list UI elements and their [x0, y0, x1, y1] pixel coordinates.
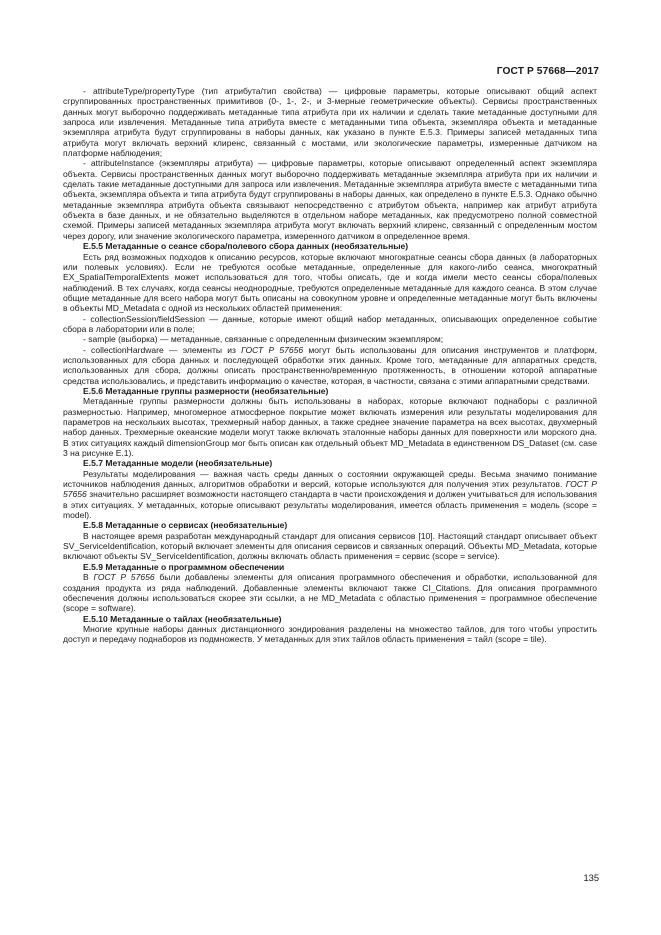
paragraph-attribute-type: - attributeType/propertyType (тип атрибута/тип свойства) — цифровые параметры, которые описывают общий аспект сгруппированных пространственных примитивов (0-, 1-, 2-, и 3-мерные геометрические объекты). Сервисы пространственных данных могут выборочно поддерживать метаданные типа атрибута при их наличии и сделать такие метаданные доступными для запроса или извлечения. Метаданные типа атрибута вместе с метаданными типа объекта, экземпляра объекта и метаданные экземпляра атрибута будут сгруппированы в наборы данных, как указано в пункте Е.5.3. Примеры записей метаданных типа атрибута могут включать верхний клиренс, связанный с мостами, или экологические параметры, измеренные датчиком на платформе наблюдения;	[63, 86, 597, 159]
text-run: В	[83, 572, 94, 583]
section-heading-e59: Е.5.9 Метаданные о программном обеспечении	[83, 561, 285, 572]
section-heading-e510: Е.5.10 Метаданные о тайлах (необязательные)	[83, 613, 282, 624]
text-run: были добавлены элементы для описания программного обеспечения и обработки, использованной для создания продукта из ряда наблюдений. Добавленные элементы включают также CI_Citations. Для описания программного обеспечения должны использоваться скорее эти ссылки, а не MD_Metadata с областью применения = программное обеспечение (scope = software).	[63, 572, 597, 614]
text-run: могут быть использованы для описания инструментов и платформ, использованных для сбора данных и последующей обработки этих данных. Кроме того, метаданные для аппаратных средств, использованных для сбора, должны описать пространственно/временную протяженность, в отношении которой аппаратные средства использовались, и представить информацию о качестве, которая, в частности, связана с этими аппаратными средствами.	[63, 344, 597, 386]
document-body	[63, 86, 597, 645]
text-run: Результаты моделирования — важная часть среды данных о состоянии окружающей среды. Весьма значимо понимание источников наблюдения данных, алгоритмов обработки и версий, которые используются для получения этих результатов.	[63, 468, 597, 490]
standard-reference: ГОСТ Р 57656	[241, 344, 304, 355]
section-heading-e57: Е.5.7 Метаданные модели (необязательные)	[83, 458, 273, 469]
paragraph	[63, 469, 597, 521]
standard-reference: ГОСТ Р 57656	[63, 479, 597, 500]
document-code: ГОСТ Р 57668—2017	[496, 66, 599, 77]
paragraph: Метаданные группы размерности должны быть использованы в наборах, которые включают поднаборы с различной размерностью. Например, многомерное атмосферное покрытие может включать измерения или результаты моделирования для параметров на нескольких высотах, трехмерный набор данных, а также среднее значение параметра на всех высотах, двухмерный набор данных. Трехмерные океанские модели могут также включать эталонные наборы данных для поверхности или морского дна. В этих ситуациях каждый dimensionGroup мог быть описан как отдельный объект MD_Metadata в единственном DS_Dataset (см. case 3 на рисунке Е.1).	[63, 396, 597, 459]
section-heading-e55: Е.5.5 Метаданные о сеансе сбора/полевого сбора данных (необязательные)	[83, 241, 409, 252]
paragraph	[63, 572, 597, 613]
paragraph: В настоящее время разработан международный стандарт для описания сервисов [10]. Настоящий стандарт описывает объект SV_ServiceIdentification, который включает элементы для описания сервисов и связанных операций. Объекты MD_Metadata, которые включают объекты SV_ServiceIdentification, должны включать область применения = сервис (scope = service).	[63, 530, 597, 562]
paragraph: Есть ряд возможных подходов к описанию ресурсов, которые включают многократные сеансы сбора данных (в лабораторных или полевых условиях). Если не требуются особые метаданные, определенные для какого-либо сеанса, многократный EX_SpatialTemporalExtents может использоваться для того, чтобы описать, где и когда имели место сеансы сбора/полевых наблюдений. В тех случаях, когда сеансы неоднородные, требуются определенные метаданные для каждого сеанса. В этом случае общие метаданные для всего набора могут быть описаны на совокупном уровне и определенные метаданные могут быть включены в объекты MD_Metadata с одной из нескольких областей применения:	[63, 251, 597, 314]
paragraph: - collectionSession/fieldSession — данные, которые имеют общий набор метаданных, описывающих определенное событие сбора в лаборатории или в поле;	[63, 313, 597, 334]
section-heading-e58: Е.5.8 Метаданные о сервисах (необязательные)	[83, 520, 288, 531]
standard-reference: ГОСТ Р 57656	[93, 572, 155, 583]
paragraph: Многие крупные наборы данных дистанционного зондирования разделены на множество тайлов, для того чтобы упростить доступ и передачу поднаборов из подмножеств. У метаданных для этих тайлов область применения = тайл (scope = tile).	[63, 623, 597, 645]
paragraph-attribute-instance: - attributeInstance (экземпляры атрибута) — цифровые параметры, которые описывают определенный аспект экземпляра объекта. Сервисы пространственных данных могут выборочно поддерживать метаданные экземпляра атрибута при их наличии и сделать такие метаданные доступными для запроса или извлечения. Метаданные экземпляра атрибута вместе с метаданными типа объекта, экземпляра объекта и типа атрибута будут сгруппированы в наборы данных, как определено в пункте Е.5.3. Однако обычно метаданные экземпляра атрибута объекта связывают непосредственно с атрибутом объекта, например как атрибут атрибута объекта в базе данных, и не обязательно выделяются в отдельном наборе метаданных, как предусмотрено полной совместной схемой. Примеры записей метаданных экземпляра атрибута могут включать верхний клиренс, связанный с определенным мостом через дорогу, или значение экологического параметра, измеренного датчиком в определенное время.	[63, 158, 597, 241]
page-number: 135	[583, 873, 599, 883]
paragraph	[63, 345, 597, 386]
paragraph: - sample (выборка) — метаданные, связанные с определенным физическим экземпляром;	[83, 334, 444, 345]
section-heading-e56: Е.5.6 Метаданные группы размерности (необязательные)	[83, 385, 329, 396]
text-run: - collectionHardware — элементы из	[83, 344, 242, 355]
text-run: значительно расширяет возможности настоящего стандарта в части происхождения и должен учитываться для использования в этих ситуациях. У метаданных, которые описывают результаты моделирования, имеется область применения = модель (scope = model).	[63, 489, 597, 521]
